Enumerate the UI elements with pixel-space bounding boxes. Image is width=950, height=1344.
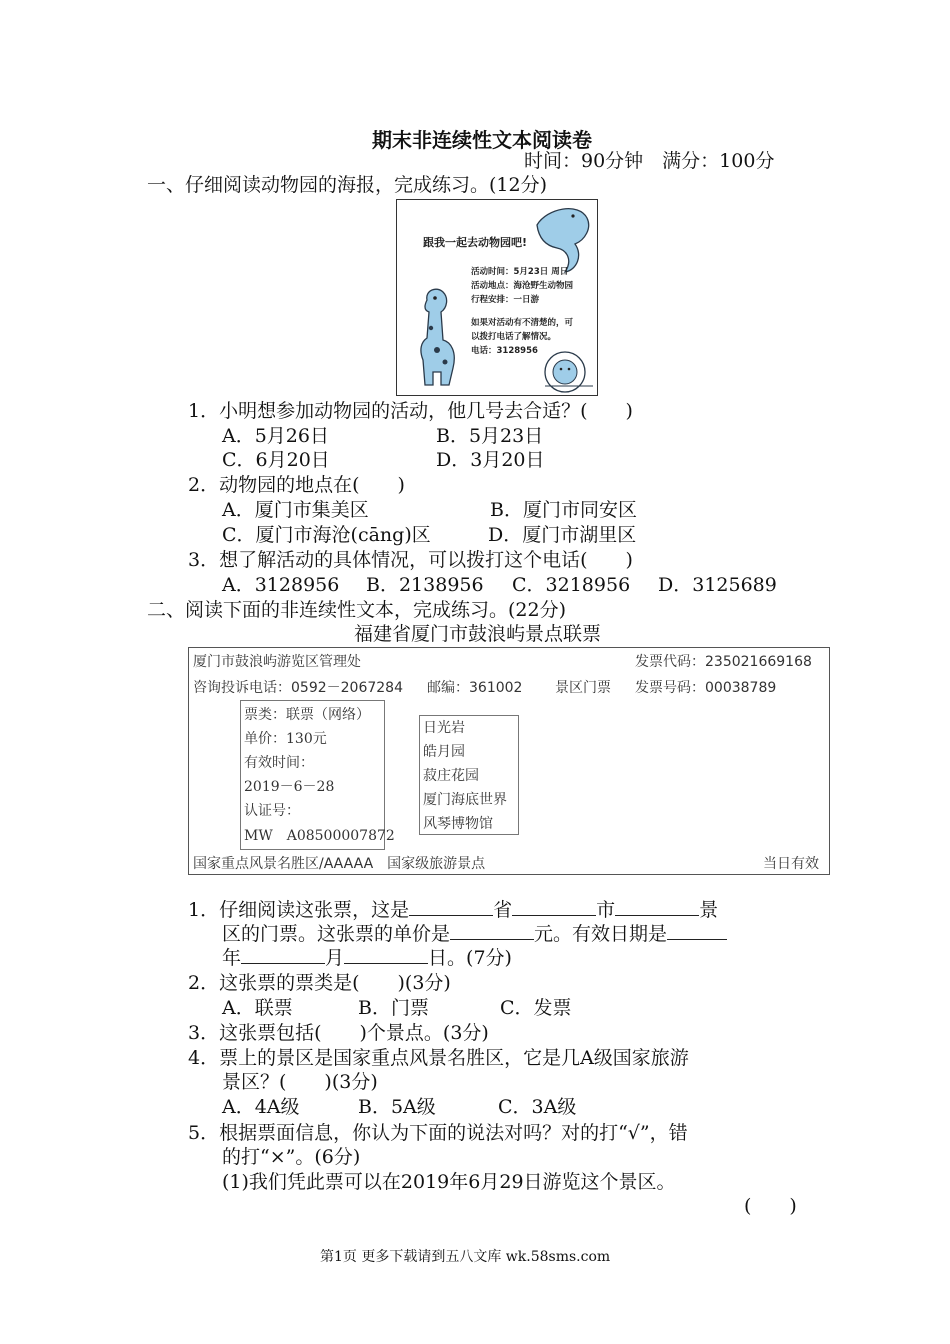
text: 月 (325, 947, 345, 969)
s2-q1-line3 (222, 945, 512, 970)
ticket-valid-today: 当日有效 (763, 856, 819, 872)
s1-q3-option-d: D．3125689 (658, 574, 777, 596)
poster-headline: 跟我一起去动物园吧! (423, 236, 528, 249)
text: 区的门票。这张票的单价是 (222, 923, 451, 945)
text: 景 (699, 899, 719, 921)
s2-q1-line2 (222, 921, 727, 946)
s2-q5-answer-paren[interactable]: ( ) (744, 1195, 797, 1217)
answer-blank[interactable] (512, 897, 596, 916)
ticket-spot: 菽庄花园 (423, 768, 479, 784)
zoo-poster (396, 199, 598, 396)
answer-blank[interactable] (409, 897, 493, 916)
ticket-type: 票类：联票（网络） (244, 707, 370, 723)
ticket-issuer: 厦门市鼓浪屿游览区管理处 (193, 654, 361, 670)
s2-q2-option-a: A．联票 (222, 997, 293, 1019)
s1-q3-option-a: A．3128956 (222, 574, 340, 596)
text: 元。有效日期是 (534, 923, 668, 945)
answer-blank[interactable] (615, 897, 699, 916)
s1-q2-option-c: C．厦门市海沧(cāng)区 (222, 524, 431, 546)
s2-q2-option-b: B．门票 (358, 997, 429, 1019)
s1-q1-option-b: B．5月23日 (436, 425, 544, 447)
s2-q1-line1 (188, 897, 718, 922)
ticket-valid-date: 2019－6－28 (244, 779, 335, 795)
ticket-spot: 厦门海底世界 (423, 792, 507, 808)
answer-blank[interactable] (241, 945, 325, 964)
ticket-valid-label: 有效时间： (244, 755, 314, 771)
poster-line: 活动时间：5月23日 周日 (471, 267, 569, 277)
ticket-kind: 景区门票 (555, 680, 611, 696)
s1-q2-option-a: A．厦门市集美区 (222, 499, 369, 521)
text: 年 (222, 947, 242, 969)
s1-q2-stem: 2．动物园的地点在( ) (188, 474, 405, 496)
s2-q5-stem-line1: 5．根据票面信息，你认为下面的说法对吗？对的打“√”，错 (188, 1122, 688, 1144)
text: 日。(7分) (428, 947, 512, 969)
ticket-spot: 皓月园 (423, 744, 465, 760)
section1-heading: 一、仔细阅读动物园的海报，完成练习。(12分) (147, 174, 548, 196)
poster-line: 活动地点：海沧野生动物园 (471, 281, 574, 291)
s1-q2-option-d: D．厦门市湖里区 (488, 524, 637, 546)
ticket-info-box (240, 700, 395, 850)
s1-q3-stem: 3．想了解活动的具体情况，可以拨打这个电话( ) (188, 549, 633, 571)
answer-blank[interactable] (344, 945, 428, 964)
text: 省 (493, 899, 513, 921)
ticket-grade: 国家重点风景名胜区/AAAAA 国家级旅游景点 (193, 856, 486, 872)
answer-blank[interactable] (450, 921, 534, 940)
answer-blank[interactable] (667, 921, 727, 940)
s2-q3-stem: 3．这张票包括( )个景点。(3分) (188, 1022, 489, 1044)
s2-q2-option-c: C．发票 (500, 997, 572, 1019)
page-footer: 第1页 更多下载请到五八文库 wk.58sms.com (320, 1249, 611, 1265)
s2-q4-stem-line1: 4．票上的景区是国家重点风景名胜区，它是几A级国家旅游 (188, 1047, 689, 1069)
poster-line: 电话：3128956 (471, 346, 538, 356)
text: 1．仔细阅读这张票，这是 (188, 899, 410, 921)
poster-line: 以拨打电话了解情况。 (471, 332, 557, 342)
s1-q2-option-b: B．厦门市同安区 (490, 499, 637, 521)
giraffe-icon (421, 289, 454, 385)
time-score-info: 时间：90分钟 满分：100分 (524, 150, 775, 172)
ticket-hotline: 咨询投诉电话：0592－2067284 (193, 680, 403, 696)
ticket-price: 单价：130元 (244, 731, 327, 747)
text: 市 (596, 899, 616, 921)
ticket-invoice-number: 发票号码：00038789 (635, 680, 777, 696)
s2-q4-option-a: A．4A级 (222, 1096, 300, 1118)
s2-q4-option-c: C．3A级 (498, 1096, 577, 1118)
ticket-cert-label: 认证号： (244, 803, 300, 819)
section2-heading: 二、阅读下面的非连续性文本，完成练习。(22分) (147, 599, 567, 621)
poster-line: 行程安排：一日游 (471, 295, 540, 305)
s2-q4-stem-line2: 景区？( )(3分) (222, 1071, 378, 1093)
ticket-invoice-code: 发票代码：235021669168 (635, 654, 812, 670)
ticket-spot: 日光岩 (423, 720, 465, 736)
s2-q4-option-b: B．5A级 (358, 1096, 436, 1118)
poster-line: 如果对活动有不清楚的，可 (471, 318, 574, 328)
s2-q5-item1: (1)我们凭此票可以在2019年6月29日游览这个景区。 (222, 1171, 676, 1193)
ticket-spot: 风琴博物馆 (423, 816, 493, 832)
ticket-postcode: 邮编：361002 (427, 680, 523, 696)
dolphin-icon (537, 209, 589, 272)
s2-q2-stem: 2．这张票的票类是( )(3分) (188, 972, 451, 994)
s1-q1-option-c: C．6月20日 (222, 449, 330, 471)
ticket-title: 福建省厦门市鼓浪屿景点联票 (354, 623, 602, 645)
scenic-ticket (188, 647, 830, 875)
ticket-spots-box (419, 715, 519, 835)
s1-q1-stem: 1．小明想参加动物园的活动，他几号去合适？( ) (188, 400, 633, 422)
s1-q1-option-a: A．5月26日 (222, 425, 329, 447)
s1-q1-option-d: D．3月20日 (436, 449, 545, 471)
page-title: 期末非连续性文本阅读卷 (372, 128, 592, 152)
s1-q3-option-b: B．2138956 (366, 574, 484, 596)
ticket-cert-number: MW A08500007872 (244, 828, 395, 844)
s1-q3-option-c: C．3218956 (512, 574, 631, 596)
s2-q5-stem-line2: 的打“×”。(6分) (222, 1146, 361, 1168)
